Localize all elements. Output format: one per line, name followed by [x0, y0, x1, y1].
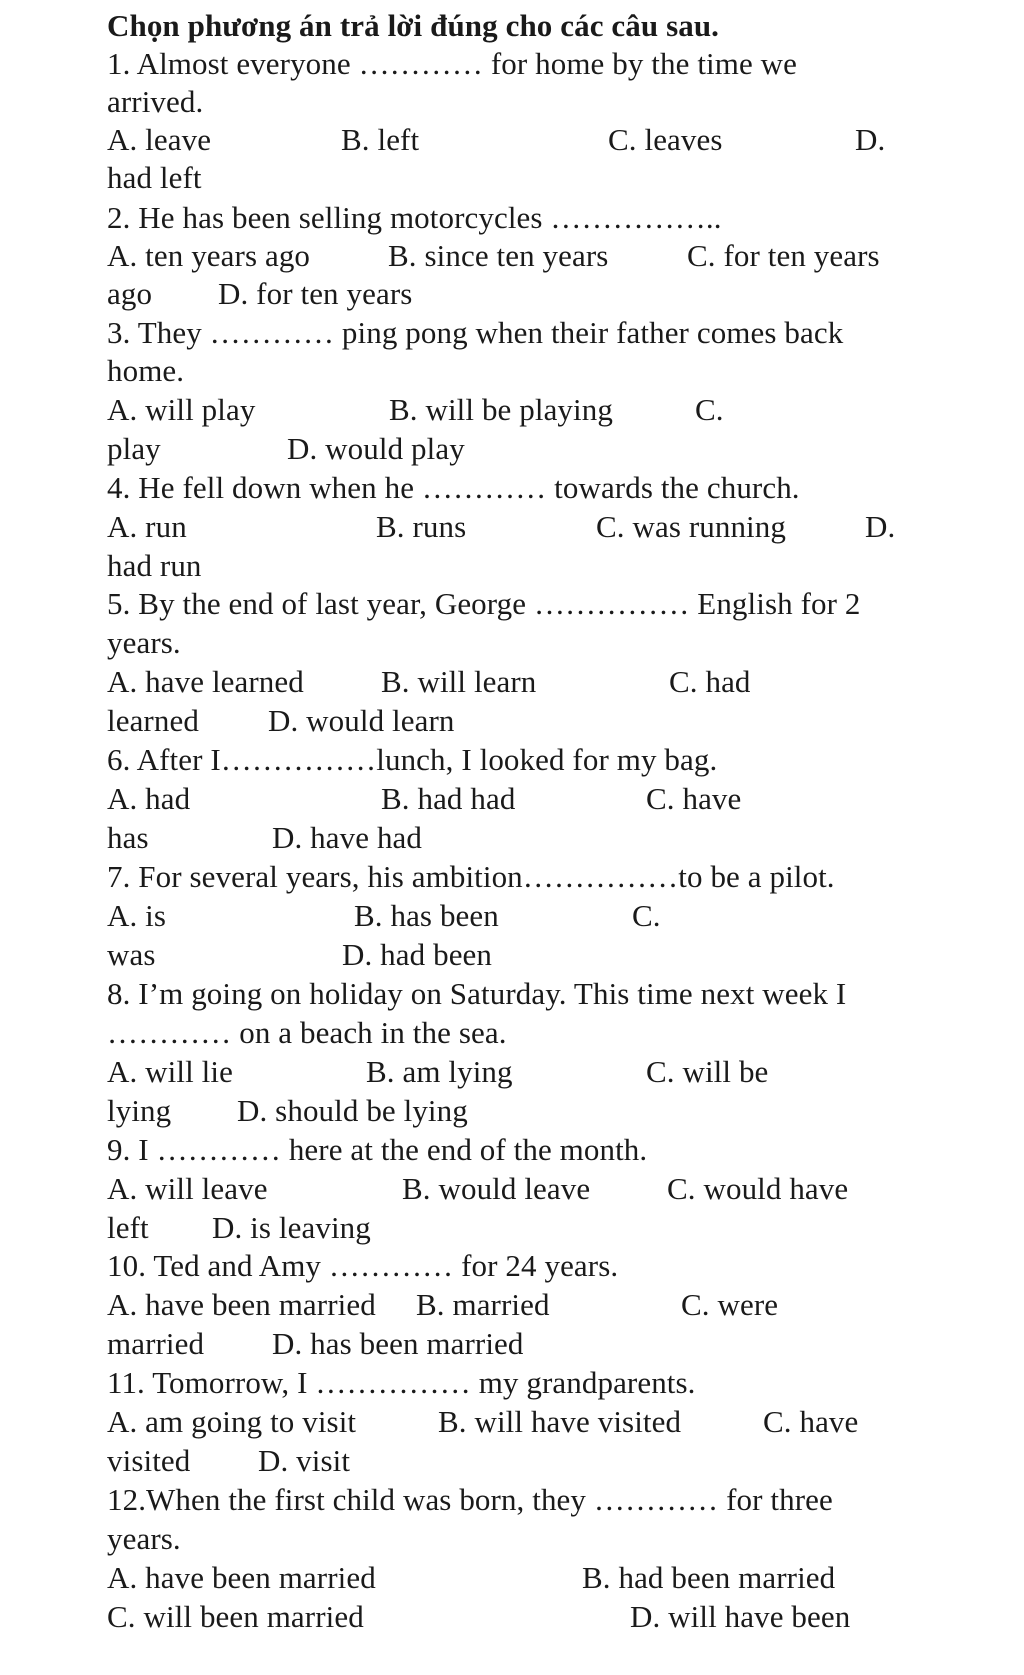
question-5-option-c-cont: learned — [107, 703, 199, 738]
question-3-stem: 3. They ………… ping pong when their father comes back — [107, 315, 844, 350]
question-4-stem: 4. He fell down when he ………… towards the church. — [107, 470, 800, 505]
question-8-option-c: C. will be — [646, 1054, 769, 1089]
question-1-option-d-label: D. — [855, 122, 886, 157]
question-3-stem-cont: home. — [107, 353, 185, 388]
question-10-option-b: B. married — [416, 1287, 550, 1322]
question-5-option-b: B. will learn — [381, 664, 537, 699]
question-10-stem: 10. Ted and Amy ………… for 24 years. — [107, 1248, 619, 1283]
question-8-option-d: D. should be lying — [237, 1093, 468, 1128]
question-5-option-a: A. have learned — [107, 664, 304, 699]
question-5-option-c: C. had — [669, 664, 751, 699]
question-12-stem: 12.When the first child was born, they ………… for three — [107, 1482, 833, 1517]
question-1-option-b: B. left — [341, 122, 420, 157]
question-5-option-d: D. would learn — [268, 703, 455, 738]
page-title: Chọn phương án trả lời đúng cho các câu sau. — [107, 8, 720, 43]
question-8-option-b: B. am lying — [366, 1054, 513, 1089]
question-8-option-c-cont: lying — [107, 1093, 172, 1128]
question-3-option-b: B. will be playing — [389, 392, 613, 427]
question-10-option-c-cont: married — [107, 1326, 205, 1361]
question-3-option-d: D. would play — [287, 431, 465, 466]
question-4-option-d-text: had run — [107, 548, 202, 583]
question-6-stem: 6. After I……………lunch, I looked for my bag. — [107, 742, 718, 777]
question-1-option-a: A. leave — [107, 122, 212, 157]
question-9-option-b: B. would leave — [402, 1171, 591, 1206]
question-5-stem: 5. By the end of last year, George …………… English for 2 — [107, 586, 861, 621]
question-4-option-a: A. run — [107, 509, 187, 544]
question-2-option-a: A. ten years ago — [107, 238, 311, 273]
question-2-stem: 2. He has been selling motorcycles …………….. — [107, 200, 722, 235]
question-7-option-b: B. has been — [354, 898, 499, 933]
question-11-option-d: D. visit — [258, 1443, 351, 1478]
question-2-option-d: D. for ten years — [218, 276, 413, 311]
question-1-stem-cont: arrived. — [107, 84, 204, 119]
question-2-option-c: C. for ten years — [687, 238, 880, 273]
question-9-option-d: D. is leaving — [212, 1210, 371, 1245]
question-9-option-a: A. will leave — [107, 1171, 268, 1206]
question-3-option-c-text: play — [107, 431, 161, 466]
question-10-option-c: C. were — [681, 1287, 779, 1322]
question-2-option-c-cont: ago — [107, 276, 153, 311]
question-4-option-c: C. was running — [596, 509, 786, 544]
question-1-stem: 1. Almost everyone ………… for home by the time we — [107, 46, 798, 81]
question-6-option-a: A. had — [107, 781, 191, 816]
question-11-option-a: A. am going to visit — [107, 1404, 357, 1439]
question-8-option-a: A. will lie — [107, 1054, 233, 1089]
question-9-option-c-cont: left — [107, 1210, 149, 1245]
question-11-stem: 11. Tomorrow, I …………… my grandparents. — [107, 1365, 696, 1400]
question-7-stem: 7. For several years, his ambition……………to be a pilot. — [107, 859, 835, 894]
question-6-option-c-cont: has — [107, 820, 149, 855]
question-9-option-c: C. would have — [667, 1171, 849, 1206]
question-7-option-c-text: was — [107, 937, 156, 972]
question-9-stem: 9. I ………… here at the end of the month. — [107, 1132, 648, 1167]
question-11-option-c-cont: visited — [107, 1443, 191, 1478]
question-1-option-c: C. leaves — [608, 122, 723, 157]
question-7-option-d: D. had been — [342, 937, 493, 972]
question-12-stem-cont: years. — [107, 1521, 181, 1556]
question-8-stem: 8. I’m going on holiday on Saturday. This time next week I — [107, 976, 847, 1011]
question-12-option-b: B. had been married — [582, 1560, 836, 1595]
question-10-option-d: D. has been married — [272, 1326, 524, 1361]
question-3-option-a: A. will play — [107, 392, 256, 427]
question-3-option-c-label: C. — [695, 392, 724, 427]
question-8-stem-cont: ………… on a beach in the sea. — [107, 1015, 507, 1050]
question-6-option-d: D. have had — [272, 820, 423, 855]
question-2-option-b: B. since ten years — [388, 238, 609, 273]
question-11-option-b: B. will have visited — [438, 1404, 682, 1439]
question-4-option-d-label: D. — [865, 509, 896, 544]
question-12-option-c: C. will been married — [107, 1599, 364, 1634]
question-7-option-a: A. is — [107, 898, 167, 933]
question-10-option-a: A. have been married — [107, 1287, 376, 1322]
question-7-option-c-label: C. — [632, 898, 661, 933]
question-11-option-c: C. have — [763, 1404, 859, 1439]
question-4-option-b: B. runs — [376, 509, 467, 544]
question-6-option-c: C. have — [646, 781, 742, 816]
question-12-option-a: A. have been married — [107, 1560, 376, 1595]
question-12-option-d: D. will have been — [630, 1599, 851, 1634]
question-1-option-d-text: had left — [107, 160, 202, 195]
question-5-stem-cont: years. — [107, 625, 181, 660]
question-6-option-b: B. had had — [381, 781, 516, 816]
